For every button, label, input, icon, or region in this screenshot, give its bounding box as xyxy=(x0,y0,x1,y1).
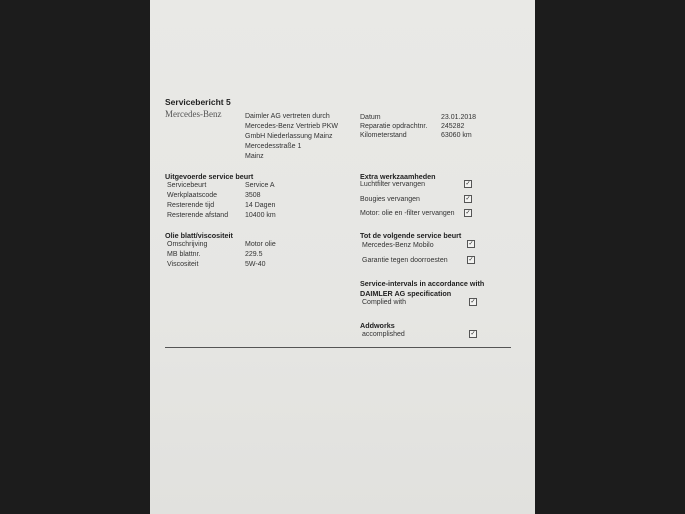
dealer-line: Mercedesstraße 1 xyxy=(245,143,302,150)
service-value: Service A xyxy=(245,182,275,189)
service-label: Resterende afstand xyxy=(167,212,229,219)
intervals-item-label: Complied with xyxy=(362,299,406,306)
meta-label: Kilometerstand xyxy=(360,132,407,139)
checkbox-checked-icon[interactable]: ✓ xyxy=(465,181,471,187)
dealer-line: GmbH Niederlassung Mainz xyxy=(245,133,333,140)
meta-value: 63060 km xyxy=(441,132,472,139)
checkbox-checked-icon[interactable]: ✓ xyxy=(465,210,471,216)
checkbox-checked-icon[interactable]: ✓ xyxy=(465,196,471,202)
service-label: Resterende tijd xyxy=(167,202,215,209)
addworks-item-label: accomplished xyxy=(362,331,405,338)
report-title: Servicebericht 5 xyxy=(165,97,231,107)
oil-value: 5W-40 xyxy=(245,261,266,268)
next-heading: Tot de volgende service beurt xyxy=(360,231,462,240)
intervals-heading: Service-intervals in accordance with xyxy=(360,279,485,288)
checkbox-checked-icon[interactable]: ✓ xyxy=(470,331,476,337)
next-item-label: Garantie tegen doorroesten xyxy=(362,257,448,264)
intervals-heading: DAIMLER AG specification xyxy=(360,289,452,298)
service-label: Servicebeurt xyxy=(167,182,207,189)
oil-value: Motor olie xyxy=(245,241,276,248)
dealer-line: Mainz xyxy=(245,153,264,160)
dealer-line: Daimler AG vertreten durch xyxy=(245,113,330,120)
service-heading: Uitgevoerde service beurt xyxy=(165,172,254,181)
extra-item-label: Luchtfilter vervangen xyxy=(360,181,425,188)
service-label: Werkplaatscode xyxy=(167,192,218,199)
divider-line xyxy=(165,347,511,348)
oil-heading: Olie blatt/viscositeit xyxy=(165,231,233,240)
oil-label: Viscositeit xyxy=(167,261,199,268)
checkbox-checked-icon[interactable]: ✓ xyxy=(468,241,474,247)
service-value: 3508 xyxy=(245,192,261,199)
oil-value: 229.5 xyxy=(245,251,263,258)
oil-label: MB blattnr. xyxy=(167,251,201,258)
dealer-line: Mercedes-Benz Vertrieb PKW xyxy=(245,123,338,130)
checkbox-checked-icon[interactable]: ✓ xyxy=(470,299,476,305)
oil-label: Omschrijving xyxy=(167,241,208,248)
service-value: 14 Dagen xyxy=(245,202,276,209)
checkbox-checked-icon[interactable]: ✓ xyxy=(468,257,474,263)
meta-value: 23.01.2018 xyxy=(441,114,477,121)
extra-item-label: Bougies vervangen xyxy=(360,196,420,203)
extra-heading: Extra werkzaamheden xyxy=(360,172,436,181)
meta-value: 245282 xyxy=(441,123,465,130)
addworks-heading: Addworks xyxy=(360,321,395,330)
meta-label: Reparatie opdrachtnr. xyxy=(360,123,428,130)
service-report-page xyxy=(150,0,535,514)
next-item-label: Mercedes-Benz Mobilo xyxy=(362,242,434,249)
service-value: 10400 km xyxy=(245,212,276,219)
extra-item-label: Motor: olie en -filter vervangen xyxy=(360,210,455,217)
meta-label: Datum xyxy=(360,114,381,121)
brand-logo-text: Mercedes-Benz xyxy=(165,109,222,119)
